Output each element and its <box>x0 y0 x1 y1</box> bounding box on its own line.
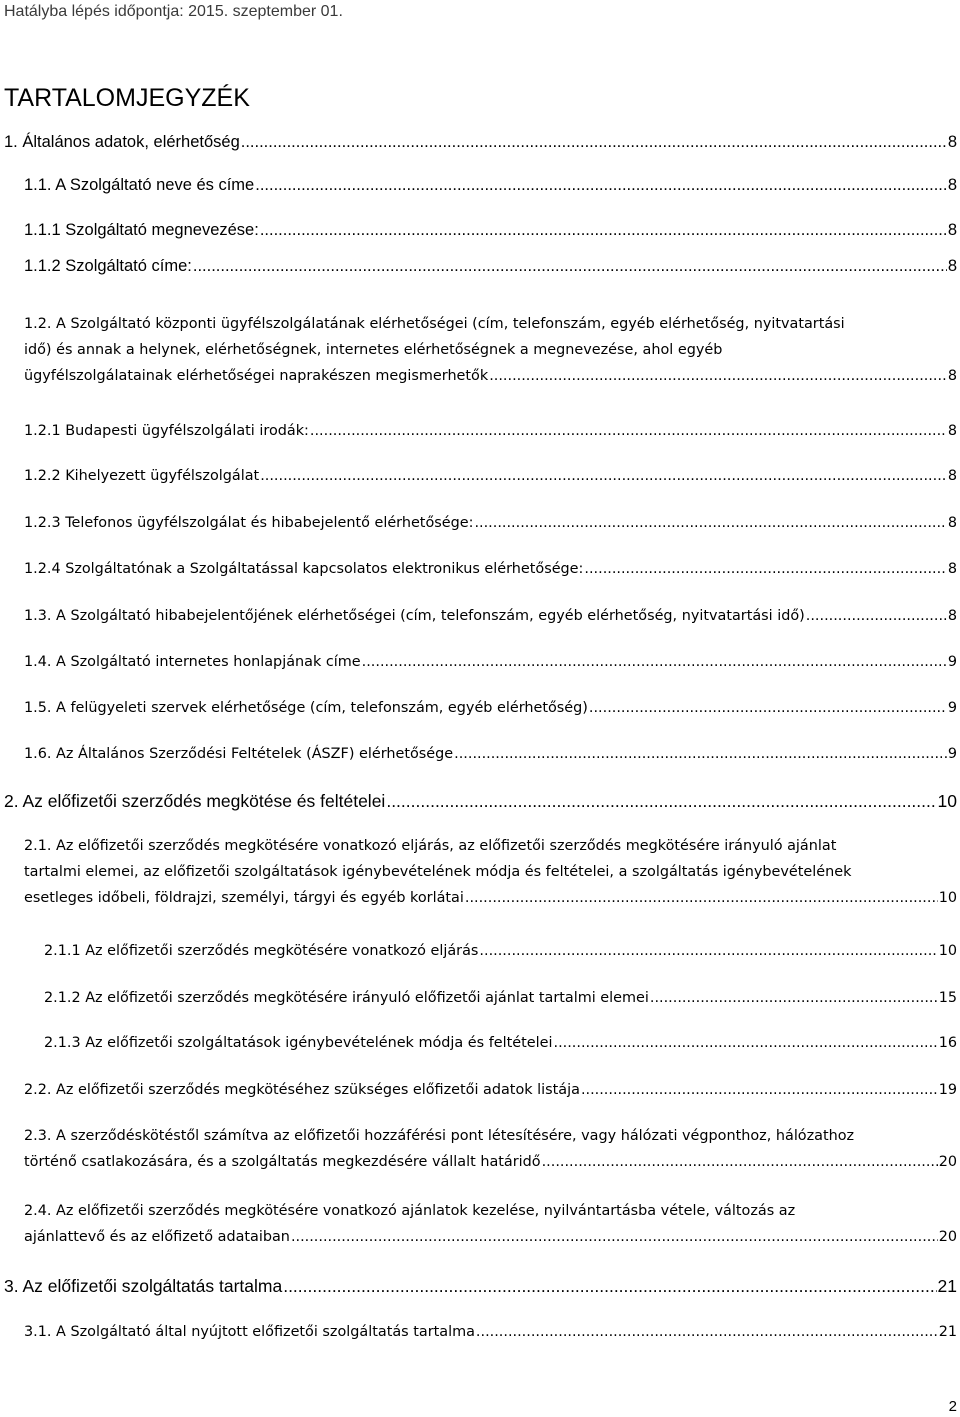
effective-date-header: Hatályba lépés időpontja: 2015. szeptember 01. <box>4 3 343 20</box>
toc-entry[interactable] <box>24 510 957 536</box>
toc-entry-page-number: 8 <box>947 515 957 531</box>
dot-leader <box>362 649 947 675</box>
toc-entry-page-number: 8 <box>947 468 957 484</box>
toc-entry-page-number: 20 <box>938 1154 957 1170</box>
toc-entry-text: esetleges időbeli, földrajzi, személyi, tárgyi és egyéb korlátai <box>24 890 464 906</box>
toc-entry[interactable] <box>24 1319 957 1345</box>
toc-entry[interactable] <box>44 985 957 1011</box>
dot-leader <box>310 418 947 444</box>
toc-entry[interactable] <box>4 129 957 155</box>
dot-leader <box>454 741 947 767</box>
toc-entry-text-line: 1.2. A Szolgáltató központi ügyfélszolgálatának elérhetőségei (cím, telefonszám, egyéb elérhetőség, nyitvatartási <box>24 316 845 332</box>
toc-entry-text: 1.3. A Szolgáltató hibabejelentőjének elérhetőségei (cím, telefonszám, egyéb elérhetőség, nyitvatartási idő) <box>24 608 805 624</box>
dot-leader <box>255 172 947 198</box>
dot-leader <box>260 217 947 243</box>
toc-entry-text: ajánlattevő és az előfizető adataiban <box>24 1229 290 1245</box>
toc-entry-page-number: 21 <box>937 1276 957 1296</box>
toc-entry[interactable] <box>24 1077 957 1103</box>
toc-entry[interactable] <box>24 172 957 198</box>
toc-entry-text: történő csatlakozására, és a szolgáltatás megkezdésére vállalt határidő <box>24 1154 541 1170</box>
toc-entry-text: 1. Általános adatok, elérhetőség <box>4 133 240 151</box>
toc-entry[interactable] <box>24 418 957 444</box>
toc-entry[interactable] <box>4 1273 957 1299</box>
dot-leader <box>581 1077 938 1103</box>
toc-entry-text: 2.1.3 Az előfizetői szolgáltatások igénybevételének módja és feltételei <box>44 1035 553 1051</box>
toc-entry-text-line: 2.1. Az előfizetői szerződés megkötésére vonatkozó eljárás, az előfizetői szerződés megkötésére irányuló ajánlat <box>24 838 837 854</box>
toc-entry[interactable] <box>24 695 957 721</box>
toc-entry-text: 1.6. Az Általános Szerződési Feltételek (ÁSZF) elérhetősége <box>24 746 454 762</box>
page-number: 2 <box>948 1398 957 1415</box>
toc-entry-text: 1.1. A Szolgáltató neve és címe <box>24 176 255 194</box>
dot-leader <box>474 510 946 536</box>
dot-leader <box>589 695 947 721</box>
toc-entry-page-number: 19 <box>938 1082 957 1098</box>
toc-entry[interactable] <box>24 463 957 489</box>
toc-entry-page-number: 8 <box>947 257 957 275</box>
toc-entry-page-number: 15 <box>938 990 957 1006</box>
dot-leader <box>542 1149 938 1175</box>
toc-entry-text-line: idő) és annak a helynek, elérhetőségnek, internetes elérhetőségnek a megnevezése, ahol egyéb <box>24 342 723 358</box>
toc-entry-page-number: 8 <box>947 368 957 384</box>
dot-leader <box>241 129 947 155</box>
toc-entry[interactable] <box>24 833 957 911</box>
toc-entry-text: 1.2.3 Telefonos ügyfélszolgálat és hibabejelentő elérhetősége: <box>24 515 474 531</box>
toc-entry[interactable] <box>24 649 957 675</box>
toc-entry[interactable] <box>44 938 957 964</box>
toc-entry[interactable] <box>24 603 957 629</box>
toc-entry-page-number: 9 <box>947 654 957 670</box>
toc-entry[interactable] <box>4 788 957 814</box>
dot-leader <box>650 985 938 1011</box>
dot-leader <box>193 253 947 279</box>
toc-entry-text: 3.1. A Szolgáltató által nyújtott előfizetői szolgáltatás tartalma <box>24 1324 475 1340</box>
dot-leader <box>283 1273 936 1299</box>
toc-entry-page-number: 21 <box>938 1324 957 1340</box>
toc-entry-text: 1.1.2 Szolgáltató címe: <box>24 257 192 275</box>
toc-entry[interactable] <box>24 1123 957 1175</box>
toc-entry-page-number: 10 <box>938 943 957 959</box>
toc-entry-page-number: 8 <box>947 133 957 151</box>
toc-entry-page-number: 9 <box>947 746 957 762</box>
toc-entry[interactable] <box>24 311 957 389</box>
dot-leader <box>806 603 947 629</box>
toc-entry-text: 1.4. A Szolgáltató internetes honlapjának címe <box>24 654 361 670</box>
dot-leader <box>291 1224 938 1250</box>
dot-leader <box>584 556 946 582</box>
toc-entry-text: 2.2. Az előfizetői szerződés megkötéséhez szükséges előfizetői adatok listája <box>24 1082 580 1098</box>
toc-entry-text: ügyfélszolgálatainak elérhetőségei naprakészen megismerhetők <box>24 368 489 384</box>
toc-entry-text: 3. Az előfizetői szolgáltatás tartalma <box>4 1276 283 1296</box>
toc-entry-page-number: 16 <box>938 1035 957 1051</box>
toc-entry-page-number: 8 <box>947 608 957 624</box>
toc-entry-text: 1.2.2 Kihelyezett ügyfélszolgálat <box>24 468 260 484</box>
dot-leader <box>386 788 936 814</box>
toc-entry-page-number: 8 <box>947 423 957 439</box>
dot-leader <box>489 363 947 389</box>
toc-entry-text: 1.5. A felügyeleti szervek elérhetősége (cím, telefonszám, egyéb elérhetőség) <box>24 700 588 716</box>
toc-entry[interactable] <box>24 253 957 279</box>
toc-entry-page-number: 9 <box>947 700 957 716</box>
dot-leader <box>465 885 938 911</box>
toc-entry-text: 1.1.1 Szolgáltató megnevezése: <box>24 221 259 239</box>
toc-entry-page-number: 8 <box>947 221 957 239</box>
toc-entry-text-line: tartalmi elemei, az előfizetői szolgáltatások igénybevételének módja és feltételei, a szolgáltatás igénybevételének <box>24 864 852 880</box>
toc-entry-text: 2. Az előfizetői szerződés megkötése és feltételei <box>4 791 386 811</box>
toc-entry-page-number: 10 <box>937 791 957 811</box>
toc-entry-page-number: 10 <box>938 890 957 906</box>
toc-entry[interactable] <box>24 556 957 582</box>
toc-title: TARTALOMJEGYZÉK <box>4 84 250 112</box>
dot-leader <box>476 1319 938 1345</box>
toc-entry-text: 1.2.4 Szolgáltatónak a Szolgáltatással kapcsolatos elektronikus elérhetősége: <box>24 561 584 577</box>
toc-entry-text: 1.2.1 Budapesti ügyfélszolgálati irodák: <box>24 423 309 439</box>
dot-leader <box>554 1030 938 1056</box>
toc-entry[interactable] <box>24 217 957 243</box>
toc-entry-text-line: 2.3. A szerződéskötéstől számítva az előfizetői hozzáférési pont létesítésére, vagy hálózati végponthoz, hálózathoz <box>24 1128 855 1144</box>
toc-entry[interactable] <box>24 1198 957 1250</box>
toc-entry-page-number: 8 <box>947 561 957 577</box>
toc-entry[interactable] <box>44 1030 957 1056</box>
toc-entry-page-number: 8 <box>947 176 957 194</box>
toc-entry[interactable] <box>24 741 957 767</box>
toc-entry-page-number: 20 <box>938 1229 957 1245</box>
toc-entry-text: 2.1.2 Az előfizetői szerződés megkötésére irányuló előfizetői ajánlat tartalmi elemei <box>44 990 649 1006</box>
dot-leader <box>479 938 937 964</box>
dot-leader <box>260 463 947 489</box>
toc-entry-text: 2.1.1 Az előfizetői szerződés megkötésére vonatkozó eljárás <box>44 943 479 959</box>
toc-entry-text-line: 2.4. Az előfizetői szerződés megkötésére vonatkozó ajánlatok kezelése, nyilvántartásba vétele, változás az <box>24 1203 796 1219</box>
